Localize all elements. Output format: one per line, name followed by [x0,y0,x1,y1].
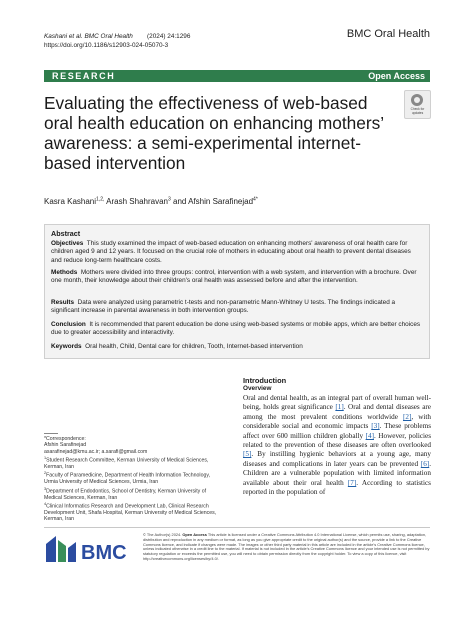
open-access-label: Open Access [368,71,425,81]
bmc-logo-text: BMC [81,542,127,564]
abstract-label: Objectives [51,240,84,247]
citation-link[interactable]: [4] [365,431,374,440]
citation-link[interactable]: [3] [371,422,380,431]
bmc-logo [44,534,136,564]
abstract-conclusion [51,321,423,338]
check-for-updates-text: Check for updates [410,107,425,115]
check-for-updates-badge[interactable] [404,90,431,119]
running-header-citation [44,32,190,50]
footnote-divider [44,433,58,434]
abstract-label: Conclusion [51,321,86,328]
intro-text: Oral and dental health, as an integral part of overall human well-being, holds great significance [243,394,431,412]
intro-text: . By instilling hygienic behaviors at a young age, many diseases and complications in later years can be prevented [243,450,431,468]
license-statement [143,533,430,562]
abstract-text: Oral health, Child, Dental care for children, Tooth, Internet-based intervention [85,343,303,350]
abstract-label: Keywords [51,343,82,350]
footnote-line: $^1$Student Research Committee, Kerman University of Medical Sciences, Kerman, Iran [44,455,209,470]
doi-link[interactable]: https://doi.org/10.1186/s12903-024-05070-3 [44,42,169,49]
intro-text: , with considerable social and economic impacts [243,412,432,431]
abstract-box [44,224,430,359]
citation-journal: BMC Oral Health [84,33,133,40]
citation-authors: Kashani et al. [44,33,83,40]
license-lead: © The Author(s) 2024. [143,532,182,537]
abstract-objectives [51,240,423,265]
citation-link[interactable]: [5] [243,450,252,459]
citation-year-volume: (2024) 24:1296 [147,33,191,40]
introduction-heading: Introduction [243,376,287,385]
abstract-heading: Abstract [51,229,81,238]
footnote-line: $^4$Clinical Informatics Research and Development Lab, Clinical Research Development Unit, Shafa Hospital, Kerman University of Medical Sciences, Kerman, Iran [44,501,217,523]
abstract-results [51,299,423,316]
overview-subheading: Overview [243,385,272,392]
footnote-line: $^3$Department of Endodontics, School of Dentistry, Kerman University of Medical Sciences, Kerman, Iran [44,486,207,501]
abstract-methods [51,269,423,286]
article-title: Evaluating the effectiveness of web-based oral health education on enhancing mothers’ awareness: a semi-experimental internet-based intervention [44,93,384,173]
intro-text: . Oral and dental diseases are among the most prevalent conditions worldwide [243,403,431,421]
article-type-band [44,70,430,82]
author-list [44,196,258,206]
abstract-label: Results [51,299,75,306]
citation-link[interactable]: [2] [403,412,412,421]
article-type-label: RESEARCH [52,71,116,81]
abstract-keywords [51,343,423,351]
intro-text: . According to statistics reported in the population of [243,478,431,497]
footnote-line: asarafinejad@kmu.ac.ir; a.sarafi@gmail.com [44,448,148,455]
license-open-access: Open Access [182,532,207,537]
footnote-line: $^2$Faculty of Paramedicine, Department of Health Information Technology, Urmia University of Medical Sciences, Urmia, Iran [44,471,210,486]
abstract-text: It is recommended that parent education be done using web-based systems or mobile apps, which are better choices due to greater accessibility and interactivity. [51,321,421,337]
footnote-line: *Correspondence: [44,436,86,442]
author-names: Kasra Kashani$^{1,2,}$ Arash Shahravan$^3$ and Afshin Sarafinejad$^{4*}$ [44,196,258,206]
license-text: This article is licensed under a Creative Commons Attribution 4.0 International License, which permits use, sharing, adaptation, distribution and reproduction in any medium or format, as long as you give appropriate credit to the original author(s) and the source, provide a link to the Creative Commons licence, and indicate if changes were made. The images or other third party material in this article are included in the article's Creative Commons licence, unless indicated otherwise in a credit line to the material. If material is not included in the article's Creative Commons licence and your intended use is not permitted by statutory regulation or exceeds the permitted use, you will need to obtain permission directly from the copyright holder. To view a copy of this licence, visit http://creativecommons.org/licenses/by/4.0/. [143,532,430,561]
citation-link[interactable]: [6] [420,459,430,468]
abstract-label: Methods [51,269,78,276]
intro-text: . Children are a vulnerable population with limited information available about their oral health [243,459,431,487]
citation-link[interactable]: [7] [347,478,357,487]
introduction-paragraph [243,394,431,497]
footnote-line: Afshin Sarafinejad [44,442,87,449]
footer-divider [44,527,430,528]
intro-text: . These problems affect over 600 million children globally [243,422,431,440]
journal-name: BMC Oral Health [346,28,430,40]
citation-link[interactable]: [1] [335,403,344,412]
abstract-text: Mothers were divided into three groups: control, intervention with a web system, and intervention with a brochure. Over one month, their knowledge about their children's oral health was assessed before and after the intervention. [51,269,417,285]
abstract-text: This study examined the impact of web-based education on enhancing mothers' awareness of oral health care for children aged 9 and 12 years. It focused on the crucial role of mothers in educating about oral health to prevent dental diseases and reduce long-term healthcare costs. [51,240,411,264]
bmc-logo-mark [44,534,136,564]
crossmark-icon [411,94,423,106]
correspondence-footnotes [44,436,224,523]
abstract-text: Data were analyzed using parametric t-tests and non-parametric Mann-Whitney U tests. The findings indicated a significant increase in parental awareness in both intervention groups. [51,299,396,315]
intro-text: . However, policies related to the prevention of these diseases are often overlooked [243,431,431,450]
